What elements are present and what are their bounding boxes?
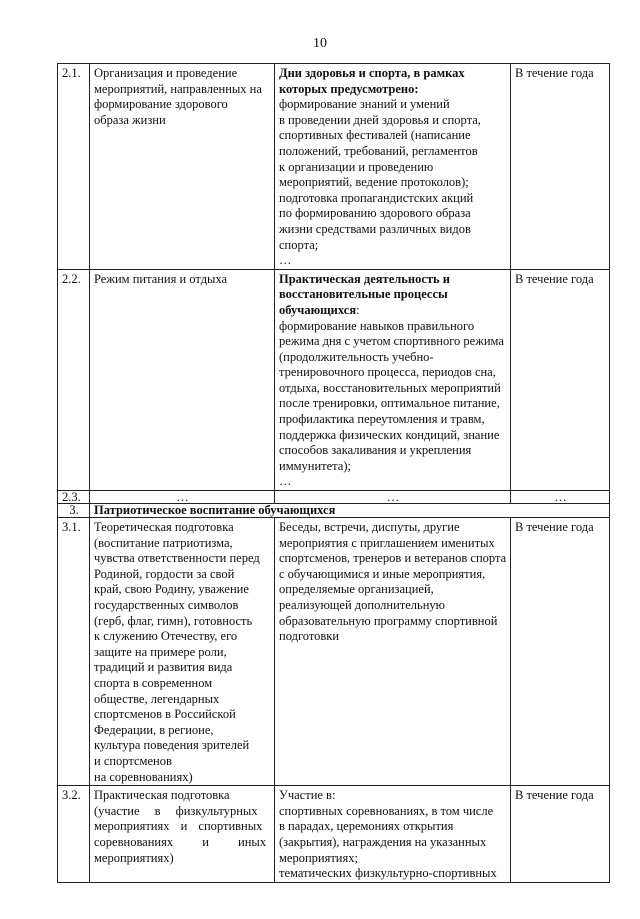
text-line: Режим питания и отдыха bbox=[94, 271, 228, 286]
text-line: в проведении дней здоровья и спорта, bbox=[279, 112, 481, 127]
text-line: Участие в: bbox=[279, 788, 336, 803]
text-line: край, свою Родину, уважение bbox=[94, 582, 249, 597]
text-line: жизни средствами различных видов bbox=[279, 221, 471, 236]
text-line: (герб, флаг, гимн), готовность bbox=[94, 613, 253, 628]
event-term: В течение года bbox=[511, 269, 610, 490]
table-row-2-3 bbox=[58, 491, 610, 504]
text-line: поддержка физических кондиций, знание bbox=[279, 427, 500, 442]
text-line: формирование навыков правильного bbox=[279, 318, 475, 333]
text-line: формирование здорового bbox=[94, 97, 228, 112]
activity-heading-line: которых предусмотрено: bbox=[279, 81, 419, 96]
text-line: формирование знаний и умений bbox=[279, 97, 450, 112]
text-line: культура поведения зрителей bbox=[94, 738, 250, 753]
text-line: спортсменов в Российской bbox=[94, 707, 236, 722]
section-row-3 bbox=[58, 504, 610, 518]
row-number: 2.1. bbox=[58, 64, 90, 270]
activity-heading-line: Дни здоровья и спорта, в рамках bbox=[279, 66, 465, 80]
text-line: образовательную программу спортивной bbox=[279, 613, 498, 628]
event-name bbox=[90, 269, 275, 490]
text-line: тренировочного процесса, периодов сна, bbox=[279, 365, 496, 380]
text-line: чувства ответственности перед bbox=[94, 551, 260, 566]
text-line: на соревнованиях) bbox=[94, 769, 193, 784]
text-line: спортивных соревнованиях, в том числе bbox=[279, 803, 494, 818]
event-activities bbox=[275, 64, 511, 270]
event-activities bbox=[275, 786, 511, 883]
text-line: образа жизни bbox=[94, 112, 166, 127]
row-number: 2.2. bbox=[58, 269, 90, 490]
event-term: В течение года bbox=[511, 518, 610, 786]
activity-heading-line: Практическая деятельность и bbox=[279, 271, 450, 286]
text-line: спорта в современном bbox=[94, 675, 213, 690]
text-line: (воспитание патриотизма, bbox=[94, 535, 233, 550]
text-line: реализующей дополнительную bbox=[279, 598, 446, 612]
row-number: 2.3. bbox=[58, 491, 90, 504]
text-line: Федерации, в регионе, bbox=[94, 722, 214, 737]
table-row-2-1 bbox=[58, 64, 610, 270]
text-line: мероприятий, ведение протоколов); bbox=[279, 175, 469, 190]
section-number: 3. bbox=[58, 504, 90, 518]
text-line: Родиной, гордости за свой bbox=[94, 566, 235, 581]
text-line: режима дня с учетом спортивного режима bbox=[279, 334, 504, 349]
page-number: 10 bbox=[313, 36, 327, 51]
text-line: спортсменов, тренеров и ветеранов спорта bbox=[279, 551, 507, 566]
text-line: в парадах, церемониях открытия bbox=[279, 819, 454, 834]
event-name bbox=[90, 518, 275, 786]
text-line: по формированию здорового образа bbox=[279, 206, 471, 221]
text-line: Практическая подготовка bbox=[94, 788, 230, 803]
text-line: профилактика переутомления и травм, bbox=[279, 412, 485, 427]
event-activities bbox=[275, 269, 511, 490]
activity-heading-line: восстановительные процессы bbox=[279, 287, 448, 302]
activity-heading-colon: : bbox=[356, 302, 360, 317]
event-term: … bbox=[511, 491, 610, 504]
activity-heading-text: обучающихся bbox=[279, 302, 357, 317]
text-line: определяемые организацией, bbox=[279, 582, 434, 597]
activity-heading-line-with-colon bbox=[279, 303, 507, 319]
text-line: мероприятиях и спортивных bbox=[94, 819, 263, 834]
text-line: и спортсменов bbox=[94, 753, 172, 768]
text-line: … bbox=[279, 253, 292, 268]
text-line: обществе, легендарных bbox=[94, 691, 220, 706]
text-line: традиций и развития вида bbox=[94, 660, 233, 675]
table-row-2-2 bbox=[58, 269, 610, 490]
text-line: подготовка пропагандистских акций bbox=[279, 190, 474, 205]
text-line: с обучающимися и иные мероприятия, bbox=[279, 566, 486, 581]
text-line: (продолжительность учебно- bbox=[279, 349, 434, 364]
text-line: подготовки bbox=[279, 629, 340, 644]
text-line: Организация и проведение bbox=[94, 66, 238, 80]
text-line: государственных символов bbox=[94, 598, 239, 612]
text-line: мероприятий, направленных на bbox=[94, 81, 262, 96]
text-line: спортивных фестивалей (написание bbox=[279, 128, 471, 143]
text-line: к организации и проведению bbox=[279, 159, 434, 174]
text-line: положений, требований, регламентов bbox=[279, 143, 478, 158]
events-table bbox=[57, 63, 610, 883]
table-row-3-1 bbox=[58, 518, 610, 786]
text-line: мероприятиях; bbox=[279, 850, 358, 865]
text-line: (закрытия), награждения на указанных bbox=[279, 834, 487, 849]
row-number: 3.2. bbox=[58, 786, 90, 883]
text-line: способов закаливания и укрепления bbox=[279, 443, 472, 458]
event-term: В течение года bbox=[511, 786, 610, 883]
event-activities bbox=[275, 518, 511, 786]
event-name bbox=[90, 64, 275, 270]
text-line: спорта; bbox=[279, 237, 319, 252]
text-line: мероприятиях) bbox=[94, 850, 174, 865]
text-line: отдыха, восстановительных мероприятий bbox=[279, 380, 501, 395]
text-line: мероприятия с приглашением именитых bbox=[279, 535, 495, 550]
event-name bbox=[90, 786, 275, 883]
row-number: 3.1. bbox=[58, 518, 90, 786]
section-title: Патриотическое воспитание обучающихся bbox=[90, 504, 610, 518]
text-line: … bbox=[279, 474, 292, 489]
text-line: Теоретическая подготовка bbox=[94, 520, 234, 535]
event-activities: … bbox=[275, 491, 511, 504]
table-row-3-2 bbox=[58, 786, 610, 883]
text-line: тематических физкультурно-спортивных bbox=[279, 866, 497, 881]
text-line: (участие в физкультурных bbox=[94, 803, 258, 818]
text-line: после тренировки, оптимальное питание, bbox=[279, 396, 500, 411]
text-line: к служению Отечеству, его bbox=[94, 629, 238, 644]
text-line: защите на примере роли, bbox=[94, 644, 227, 659]
text-line: Беседы, встречи, диспуты, другие bbox=[279, 520, 460, 535]
text-line: иммунитета); bbox=[279, 458, 351, 473]
event-name: … bbox=[90, 491, 275, 504]
event-term: В течение года bbox=[511, 64, 610, 270]
text-line: соревнованиях и иных bbox=[94, 834, 267, 849]
